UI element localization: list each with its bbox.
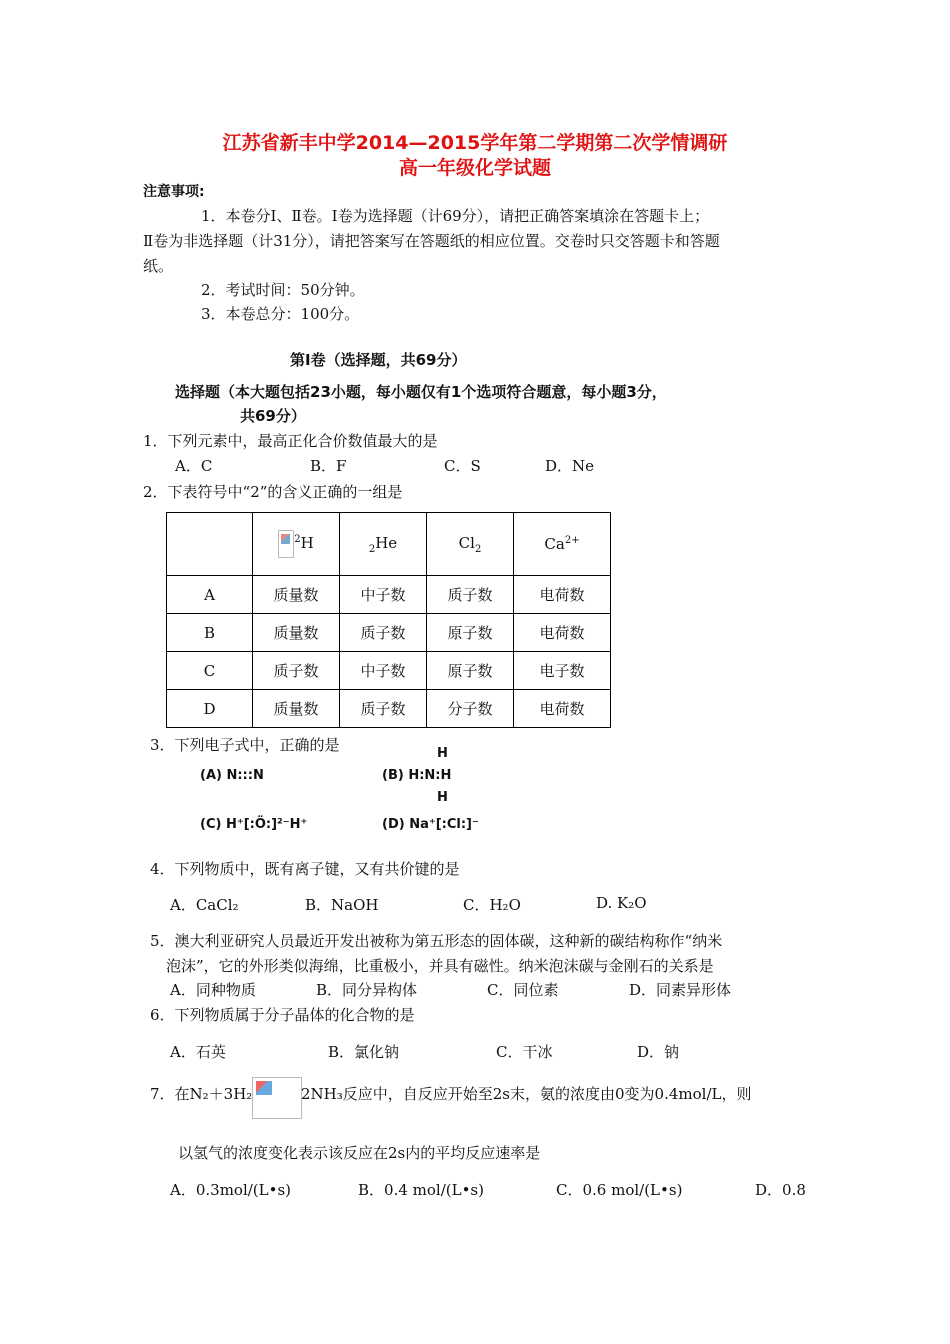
broken-image-icon: [278, 530, 294, 558]
q6-option-a: A．石英: [170, 1043, 226, 1061]
q1-option-b: B．F: [310, 457, 347, 475]
q6-option-d: D．钠: [637, 1043, 680, 1061]
q7-option-c: C．0.6 mol/(L•s): [556, 1181, 683, 1199]
q2-cell: 中子数: [340, 652, 427, 690]
q5-stem-line2: 泡沫”，它的外形类似海绵，比重极小，并具有磁性。纳米泡沫碳与金刚石的关系是: [166, 957, 714, 975]
q2-header-he: $_2$He: [340, 513, 427, 576]
q2-stem: 2．下表符号中“2”的含义正确的一组是: [143, 483, 403, 501]
q3-option-c: (C) H⁺[:Ö:]²⁻H⁺: [200, 817, 308, 832]
q1-option-a: A．C: [175, 457, 213, 475]
q2-header-ca: $Ca^{2+}$: [514, 513, 611, 576]
part1-instruction-line1: 选择题（本大题包括23小题，每小题仅有1个选项符合题意，每小题3分，: [175, 383, 667, 401]
notice-item2: 2．考试时间：50分钟。: [201, 281, 365, 299]
q2-cell: 质量数: [253, 576, 340, 614]
q1-option-d: D．Ne: [545, 457, 595, 475]
q7-option-d: D．0.8: [755, 1181, 806, 1199]
q3-option-b-bottom-h: H: [437, 790, 448, 805]
q2-header-row: [167, 513, 611, 576]
q3-option-d: (D) Na⁺[:Cl:]⁻: [382, 817, 479, 832]
notice-heading: 注意事项:: [143, 184, 205, 200]
q2-cell: 中子数: [340, 576, 427, 614]
q3-stem: 3．下列电子式中，正确的是: [150, 736, 340, 754]
q2-cell: B: [167, 614, 253, 652]
q5-option-b: B．同分异构体: [316, 981, 418, 999]
part1-instruction-line2: 共69分）: [240, 407, 306, 425]
q2-cell: 质子数: [427, 576, 514, 614]
q6-option-b: B．氯化钠: [328, 1043, 400, 1061]
q3-option-b: [382, 768, 451, 783]
exam-title-line2: 高一年级化学试题: [398, 157, 551, 179]
q2-cell: 电荷数: [514, 614, 611, 652]
q3-option-b-n: N: [424, 768, 436, 783]
q2-cell: 原子数: [427, 614, 514, 652]
q5-stem-line1: 5．澳大利亚研究人员最近开发出被称为第五形态的固体碳，这种新的碳结构称作“纳米: [150, 932, 723, 950]
q7-option-a: A．0.3mol/(L•s): [170, 1181, 292, 1199]
part1-heading: 第Ⅰ卷（选择题，共69分）: [290, 351, 467, 369]
q3-option-b-right: :H: [435, 768, 452, 783]
q5-option-d: D．同素异形体: [629, 981, 732, 999]
q7-option-b: B．0.4 mol/(L•s): [358, 1181, 484, 1199]
q2-cell: D: [167, 690, 253, 728]
q6-stem: 6．下列物质属于分子晶体的化合物的是: [150, 1006, 415, 1024]
exam-title-line1: 江苏省新丰中学2014—2015学年第二学期第二次学情调研: [222, 132, 728, 154]
q4-option-d: D. K₂O: [596, 894, 647, 912]
notice-item3: 3．本卷总分：100分。: [201, 305, 360, 323]
table-row: [167, 690, 611, 728]
q2-cell: 质子数: [340, 690, 427, 728]
q4-option-b: B．NaOH: [305, 896, 379, 914]
q1-option-c: C．S: [444, 457, 481, 475]
q6-option-c: C．干冰: [496, 1043, 553, 1061]
q2-cell: 质量数: [253, 614, 340, 652]
notice-item1-line1: 1．本卷分Ⅰ、Ⅱ卷。Ⅰ卷为选择题（计69分），请把正确答案填涂在答题卡上；: [201, 207, 710, 225]
q2-header-cl2: $Cl_2$: [427, 513, 514, 576]
q5-option-c: C．同位素: [487, 981, 559, 999]
q7-stem-pre: 7．在N₂＋3H₂: [150, 1085, 253, 1103]
broken-image-icon: [252, 1077, 302, 1119]
q2-cell: 质子数: [340, 614, 427, 652]
table-row: [167, 652, 611, 690]
q2-cell: 分子数: [427, 690, 514, 728]
q4-option-c: C．H₂O: [463, 896, 521, 914]
q1-stem: 1．下列元素中，最高正化合价数值最大的是: [143, 432, 438, 450]
q5-option-a: A．同种物质: [170, 981, 256, 999]
q3-option-b-top-h: H: [437, 746, 448, 761]
q2-cell: 质量数: [253, 690, 340, 728]
q2-table: [166, 512, 611, 728]
q2-cell: 电荷数: [514, 690, 611, 728]
q4-stem: 4．下列物质中，既有离子键，又有共价键的是: [150, 860, 460, 878]
q3-option-b-left: (B) H:: [382, 768, 425, 783]
q2-cell: C: [167, 652, 253, 690]
q7-stem-post: 2NH₃反应中，自反应开始至2s末，氨的浓度由0变为0.4mol/L，则: [301, 1085, 752, 1103]
q2-cell: A: [167, 576, 253, 614]
q3-option-a: (A) N:::N: [200, 768, 264, 783]
q2-header-h2: $^2$H: [253, 513, 340, 576]
table-row: [167, 576, 611, 614]
q2-cell: 电荷数: [514, 576, 611, 614]
q2-cell: 电子数: [514, 652, 611, 690]
q4-option-a: A．CaCl₂: [170, 896, 239, 914]
q7-stem-line2: 以氢气的浓度变化表示该反应在2s内的平均反应速率是: [178, 1144, 541, 1162]
table-row: [167, 614, 611, 652]
notice-item1-line2: Ⅱ卷为非选择题（计31分），请把答案写在答题纸的相应位置。交卷时只交答题卡和答题: [143, 232, 720, 250]
q2-cell: 原子数: [427, 652, 514, 690]
q2-cell: 质子数: [253, 652, 340, 690]
q2-header-empty: [167, 513, 253, 576]
notice-item1-line3: 纸。: [143, 257, 174, 275]
